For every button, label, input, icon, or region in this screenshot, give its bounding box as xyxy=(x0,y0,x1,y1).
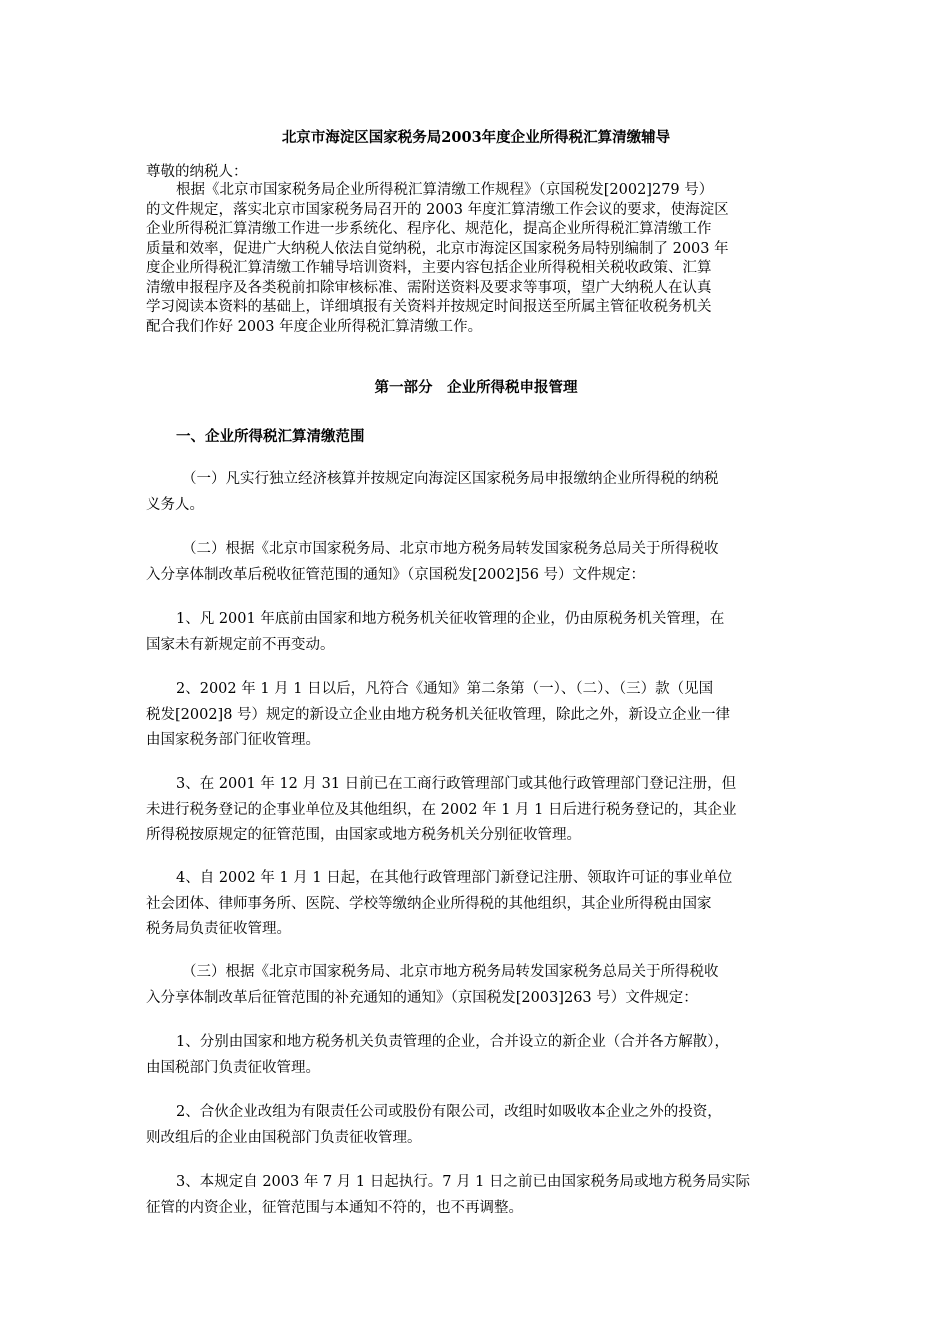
paragraph-scope-2 xyxy=(146,537,806,588)
paragraph-item-4 xyxy=(146,866,806,943)
intro-line: 的文件规定，落实北京市国家税务局召开的 2003 年度汇算清缴工作会议的要求，使海淀区 xyxy=(146,201,729,218)
section-heading: 一、企业所得税汇算清缴范围 xyxy=(176,428,365,445)
intro-line: 清缴申报程序及各类税前扣除审核标准、需附送资料及要求等事项，望广大纳税人在认真 xyxy=(146,279,712,296)
intro-line: 质量和效率，促进广大纳税人依法自觉纳税，北京市海淀区国家税务局特别编制了 2003 年 xyxy=(146,240,729,257)
paragraph-supplement-2 xyxy=(146,1100,806,1151)
paragraph-line: 入分享体制改革后税收征管范围的通知》（京国税发[2002]56 号）文件规定： xyxy=(146,566,646,583)
paragraph-line: 未进行税务登记的企事业单位及其他组织，在 2002 年 1 月 1 日后进行税务登记的，其企业 xyxy=(146,801,737,818)
paragraph-line: （二）根据《北京市国家税务局、北京市地方税务局转发国家税务总局关于所得税收 xyxy=(182,541,719,557)
intro-line: 度企业所得税汇算清缴工作辅导培训资料，主要内容包括企业所得税相关税收政策、汇算 xyxy=(146,260,712,276)
intro-line: 配合我们作好 2003 年度企业所得税汇算清缴工作。 xyxy=(146,318,483,335)
paragraph-line: 入分享体制改革后征管范围的补充通知的通知》（京国税发[2003]263 号）文件规定： xyxy=(146,989,698,1006)
paragraph-line: 3、本规定自 2003 年 7 月 1 日起执行。7 月 1 日之前已由国家税务局或地方税务局实际 xyxy=(176,1174,751,1190)
paragraph-line: 3、在 2001 年 12 月 31 日前已在工商行政管理部门或其他行政管理部门登记注册，但 xyxy=(176,776,737,792)
paragraph-line: 税务局负责征收管理。 xyxy=(146,921,291,937)
paragraph-supplement-3 xyxy=(146,1170,806,1221)
paragraph-line: 社会团体、律师事务所、医院、学校等缴纳企业所得税的其他组织，其企业所得税由国家 xyxy=(146,895,712,912)
paragraph-line: 2、2002 年 1 月 1 日以后，凡符合《通知》第二条第（一）、（二）、（三）款（见国 xyxy=(176,681,714,697)
paragraph-line: 征管的内资企业，征管范围与本通知不符的，也不再调整。 xyxy=(146,1199,523,1216)
intro-line: 根据《北京市国家税务局企业所得税汇算清缴工作规程》（京国税发[2002]279 号） xyxy=(176,182,714,198)
paragraph-item-2 xyxy=(146,677,806,754)
paragraph-line: 2、合伙企业改组为有限责任公司或股份有限公司，改组时如吸收本企业之外的投资， xyxy=(176,1104,722,1120)
paragraph-scope-3 xyxy=(146,960,806,1011)
intro-line: 企业所得税汇算清缴工作进一步系统化、程序化、规范化，提高企业所得税汇算清缴工作 xyxy=(146,221,712,237)
paragraph-line: 4、自 2002 年 1 月 1 日起，在其他行政管理部门新登记注册、领取许可证的事业单位 xyxy=(176,870,733,886)
part-heading: 第一部分 企业所得税申报管理 xyxy=(374,379,578,396)
paragraph-line: （三）根据《北京市国家税务局、北京市地方税务局转发国家税务总局关于所得税收 xyxy=(182,964,719,980)
paragraph-item-3 xyxy=(146,772,806,849)
paragraph-line: 国家未有新规定前不再变动。 xyxy=(146,636,335,653)
salutation: 尊敬的纳税人： xyxy=(146,164,248,180)
document-title: 北京市海淀区国家税务局2003年度企业所得税汇算清缴辅导 xyxy=(281,129,671,146)
paragraph-line: 义务人。 xyxy=(146,496,204,513)
paragraph-line: 1、分别由国家和地方税务机关负责管理的企业，合并设立的新企业（合并各方解散）， xyxy=(176,1034,729,1050)
paragraph-line: 由国税部门负责征收管理。 xyxy=(146,1059,320,1076)
paragraph-line: 则改组后的企业由国税部门负责征收管理。 xyxy=(146,1129,422,1146)
paragraph-scope-1 xyxy=(146,467,806,518)
paragraph-line: 由国家税务部门征收管理。 xyxy=(146,732,320,748)
paragraph-item-1 xyxy=(146,607,806,658)
paragraph-line: 1、凡 2001 年底前由国家和地方税务机关征收管理的企业，仍由原税务机关管理，在 xyxy=(176,611,725,627)
intro-line: 学习阅读本资料的基础上，详细填报有关资料并按规定时间报送至所属主管征收税务机关 xyxy=(146,299,712,315)
paragraph-line: 税发[2002]8 号）规定的新设立企业由地方税务机关征收管理，除此之外，新设立企业一律 xyxy=(146,706,731,723)
paragraph-line: 所得税按原规定的征管范围，由国家或地方税务机关分别征收管理。 xyxy=(146,827,581,843)
paragraph-supplement-1 xyxy=(146,1030,806,1081)
paragraph-line: （一）凡实行独立经济核算并按规定向海淀区国家税务局申报缴纳企业所得税的纳税 xyxy=(182,471,719,487)
intro-paragraph xyxy=(146,181,806,337)
